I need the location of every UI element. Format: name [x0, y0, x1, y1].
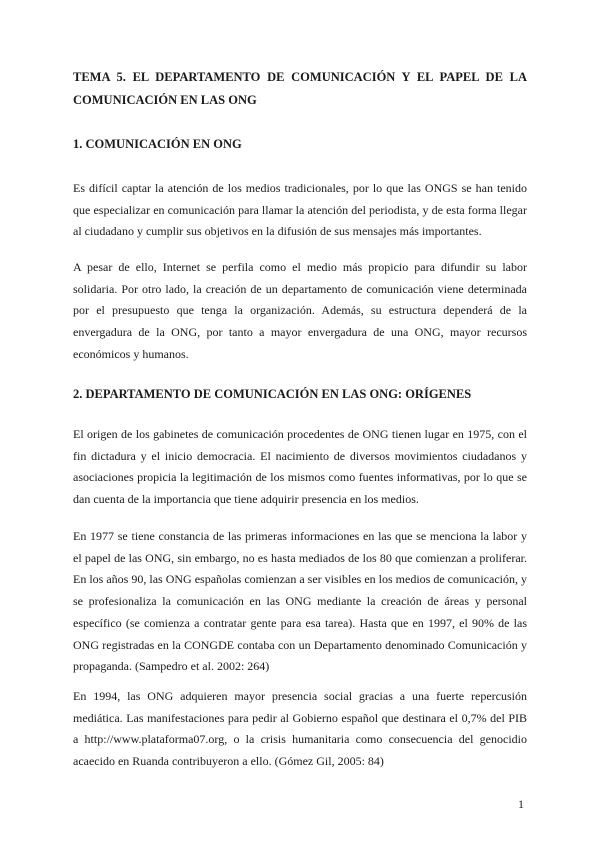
section-2-heading: 2. DEPARTAMENTO DE COMUNICACIÓN EN LAS ONG: ORÍGENES — [73, 387, 472, 401]
section-2-paragraph-3: En 1994, las ONG adquieren mayor presencia social gracias a una fuerte repercusión mediática. Las manifestaciones para pedir al Gobierno español que destinara el 0,7% del PIB a http://www.plataforma07.org, o la crisis humanitaria como consecuencia del genocidio acaecido en Ruanda contribuyeron a ello. (Gómez Gil, 2005: 84) — [73, 689, 527, 769]
section-1-paragraph-1: Es difícil captar la atención de los medios tradicionales, por lo que las ONGS se han tenido que especializar en comunicación para llamar la atención del periodista, y de esta forma llegar al ciudadano y cumplir sus objetivos en la difusión de sus mensajes más importantes. — [73, 181, 527, 239]
section-2-paragraph-1: El origen de los gabinetes de comunicación procedentes de ONG tienen lugar en 1975, con el fin dictadura y el inicio democracia. El nacimiento de diversos movimientos ciudadanos y asociaciones propicia la legitimación de los mismos como fuentes informativas, por lo que se dan cuenta de la importancia que tiene adquirir presencia en los medios. — [73, 427, 527, 507]
section-2-paragraph-2: En 1977 se tiene constancia de las primeras informaciones en las que se menciona la labor y el papel de las ONG, sin embargo, no es hasta mediados de los 80 que comienzan a proliferar. En los años 90, las ONG españolas comienzan a ser visibles en los medios de comunicación, y se profesionaliza la comunicación en las ONG mediante la creación de áreas y personal específico (se comienza a contratar gente para esa tarea). Hasta que en 1997, el 90% de las ONG registradas en la CONGDE contaba con un Departamento denominado Comunicación y propaganda. (Sampedro et al. 2002: 264) — [73, 529, 527, 674]
section-1-paragraph-2: A pesar de ello, Internet se perfila como el medio más propicio para difundir su labor solidaria. Por otro lado, la creación de un departamento de comunicación viene determinada por el presupuesto que tenga la organización. Además, su estructura dependerá de la envergadura de la ONG, por tanto a mayor envergadura de una ONG, mayor recursos económicos y humanos. — [73, 260, 527, 361]
document-title: TEMA 5. EL DEPARTAMENTO DE COMUNICACIÓN Y EL PAPEL DE LA COMUNICACIÓN EN LAS ONG — [73, 70, 527, 107]
section-1-heading: 1. COMUNICACIÓN EN ONG — [73, 137, 242, 151]
page-number: 1 — [518, 797, 524, 811]
